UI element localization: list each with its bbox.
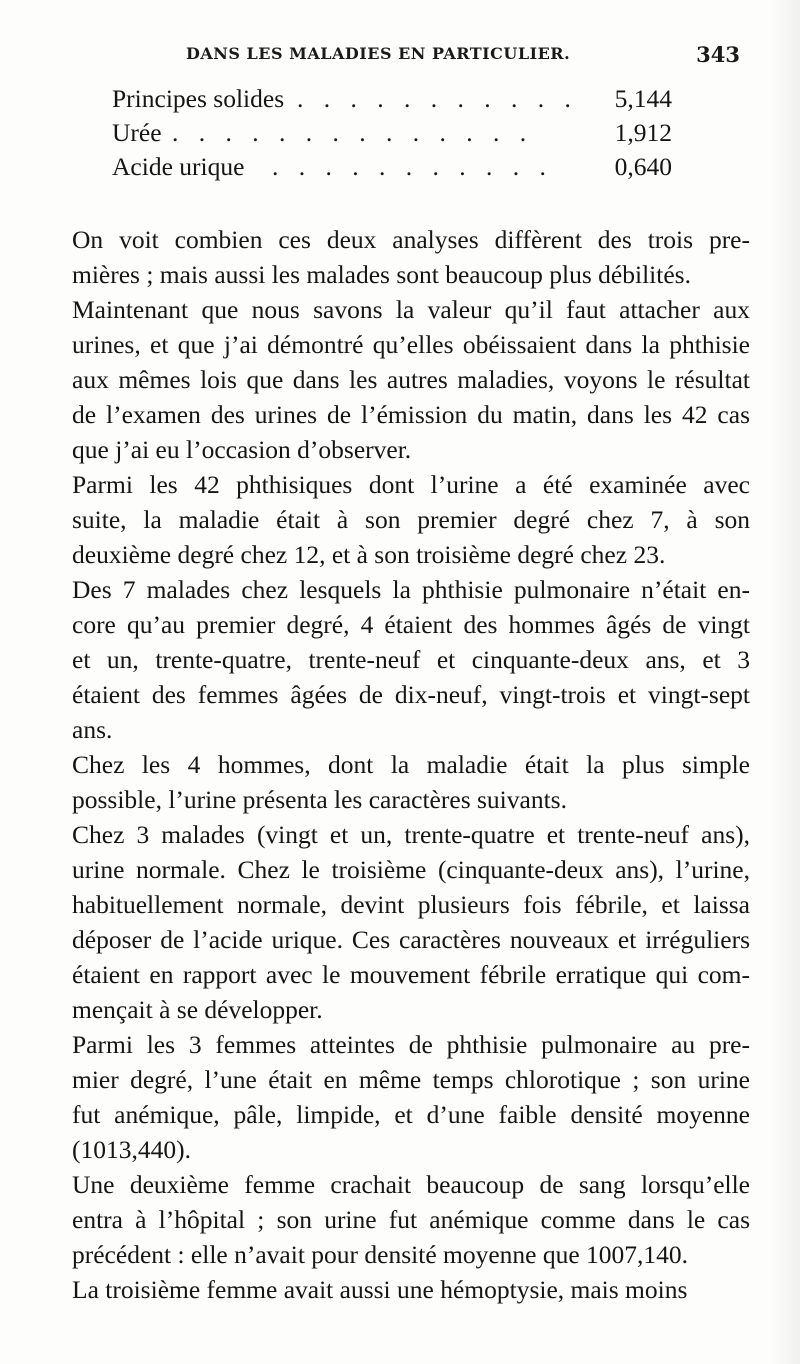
running-title: DANS LES MALADIES EN PARTICULIER.: [186, 44, 571, 63]
text-line: Une deuxième femme crachait beaucoup de sang lorsqu’elle: [72, 1170, 750, 1199]
row-value: 0,640: [614, 152, 672, 181]
table-row: [112, 82, 672, 116]
text-line: (1013,440).: [72, 1135, 191, 1164]
text-line: core qu’au premier degré, 4 étaient des hommes âgés de vingt: [72, 610, 750, 639]
text-line: étaient en rapport avec le mouvement fébrile erratique qui com-: [72, 960, 750, 989]
paragraph: [72, 817, 750, 1027]
row-label: Principes solides: [112, 84, 285, 113]
paragraph: [72, 292, 750, 467]
text-line: fut anémique, pâle, limpide, et d’une faible densité moyenne: [72, 1100, 750, 1129]
text-line: mençait à se développer.: [72, 995, 323, 1024]
text-line: La troisième femme avait aussi une hémoptysie, mais moins: [72, 1275, 688, 1304]
text-line: ans.: [72, 715, 113, 744]
text-line: étaient des femmes âgées de dix-neuf, vingt-trois et vingt-sept: [72, 680, 750, 709]
text-line: entra à l’hôpital ; son urine fut anémique comme dans le cas: [72, 1205, 750, 1234]
text-line: aux mêmes lois que dans les autres maladies, voyons le résultat: [72, 365, 750, 394]
text-line: urine normale. Chez le troisième (cinquante-deux ans), l’urine,: [72, 855, 750, 884]
text-line: Maintenant que nous savons la valeur qu’il faut attacher aux: [72, 295, 750, 324]
text-line: Parmi les 42 phthisiques dont l’urine a été examinée avec: [72, 470, 750, 499]
page-header: [74, 44, 740, 74]
paragraph: [72, 1167, 750, 1272]
paragraph: [72, 222, 750, 292]
text-line: Chez les 4 hommes, dont la maladie était la plus simple: [72, 750, 750, 779]
text-line: Chez 3 malades (vingt et un, trente-quatre et trente-neuf ans),: [72, 820, 750, 849]
text-line: de l’examen des urines de l’émission du matin, dans les 42 cas: [72, 400, 750, 429]
text-line: suite, la maladie était à son premier degré chez 7, à son: [72, 505, 750, 534]
text-line: mières ; mais aussi les malades sont beaucoup plus débilités.: [72, 260, 691, 289]
text-line: Des 7 malades chez lesquels la phthisie pulmonaire n’était en-: [72, 575, 750, 604]
paragraph: [72, 1027, 750, 1167]
text-line: déposer de l’acide urique. Ces caractères nouveaux et irréguliers: [72, 925, 750, 954]
text-line: possible, l’urine présenta les caractères suivants.: [72, 785, 567, 814]
text-line: que j’ai eu l’occasion d’observer.: [72, 435, 412, 464]
text-line: habituellement normale, devint plusieurs fois fébrile, et laissa: [72, 890, 750, 919]
analysis-table: [112, 82, 672, 184]
row-label: Urée: [112, 118, 162, 147]
paragraph: [72, 747, 750, 817]
text-line: deuxième degré chez 12, et à son troisième degré chez 23.: [72, 540, 666, 569]
text-line: Parmi les 3 femmes atteintes de phthisie pulmonaire au pre-: [72, 1030, 750, 1059]
body-text: [72, 222, 750, 1307]
text-line: et un, trente-quatre, trente-neuf et cinquante-deux ans, et 3: [72, 645, 750, 674]
text-line: précédent : elle n’avait pour densité moyenne que 1007,140.: [72, 1240, 689, 1269]
paragraph: [72, 572, 750, 747]
row-value: 5,144: [614, 84, 672, 113]
table-row: [112, 116, 672, 150]
leader-dots: . . . . . . . . . . .: [272, 152, 553, 181]
page-edge-shadow: [770, 0, 800, 1364]
text-line: mier degré, l’une était en même temps chlorotique ; son urine: [72, 1065, 750, 1094]
row-value: 1,912: [614, 118, 672, 147]
table-row: [112, 150, 672, 184]
page-number: 343: [696, 42, 740, 67]
leader-dots: . . . . . . . . . . . . . .: [172, 118, 534, 147]
text-line: On voit combien ces deux analyses diffèrent des trois pre-: [72, 225, 750, 254]
paragraph: [72, 1272, 750, 1307]
text-line: urines, et que j’ai démontré qu’elles obéissaient dans la phthisie: [72, 330, 750, 359]
leader-dots: . . . . . . . . . . .: [297, 84, 578, 113]
row-label: Acide urique: [112, 152, 245, 181]
paragraph: [72, 467, 750, 572]
